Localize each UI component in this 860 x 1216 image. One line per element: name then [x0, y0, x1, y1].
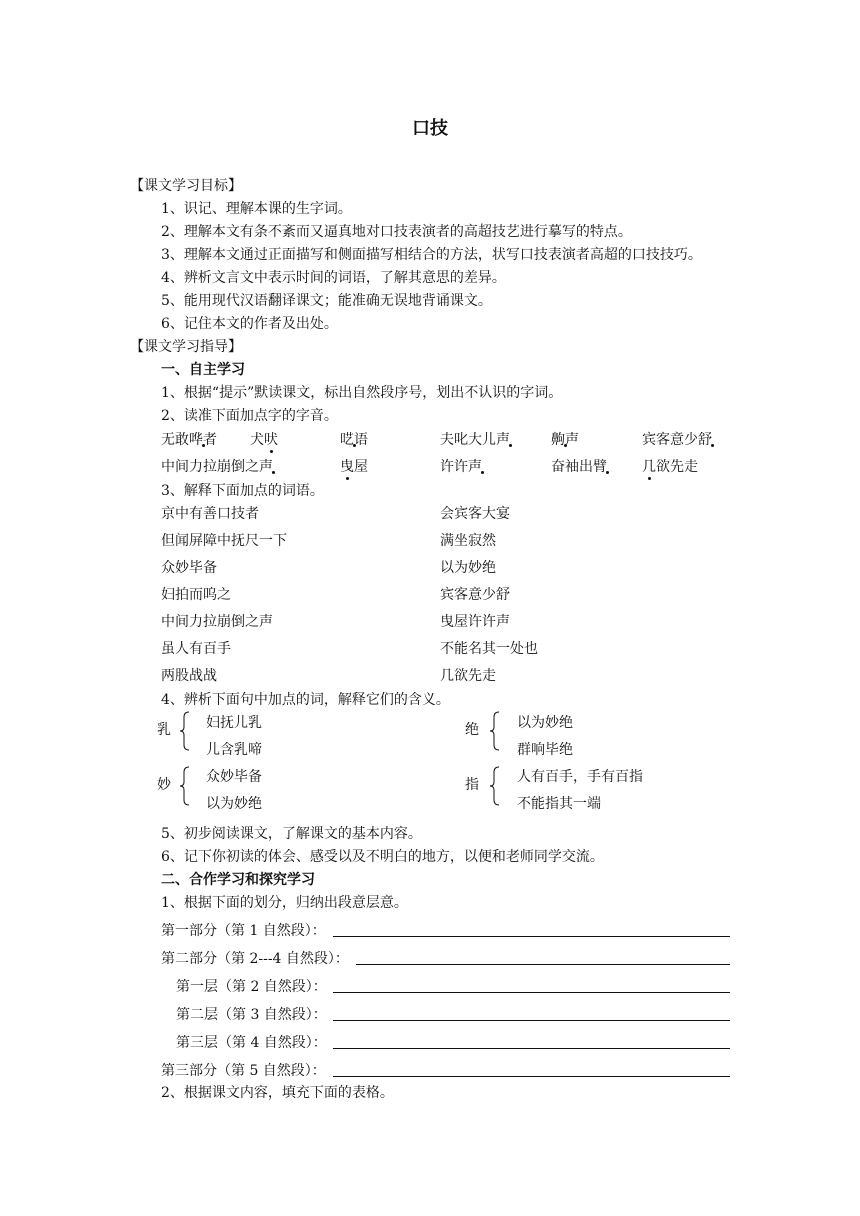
group-char: 乳: [157, 722, 171, 738]
goal-item: 6、记住本文的作者及出处。: [161, 316, 338, 332]
group-item: 群响毕绝: [517, 742, 573, 758]
group-char: 妙: [157, 777, 171, 793]
pron-word: 曳屋: [340, 459, 368, 475]
group-item: 以为妙绝: [517, 715, 573, 731]
instruction-text: 6、记下你初读的体会、感受以及不明白的地方，以便和老师同学交流。: [161, 849, 604, 865]
guide-header: 【课文学习指导】: [130, 339, 242, 355]
goal-item: 1、识记、理解本课的生字词。: [161, 201, 352, 217]
explain-word: 几欲先走: [440, 668, 496, 684]
pron-word: 无敢哗者: [161, 432, 217, 448]
explain-word: 满坐寂然: [440, 533, 496, 549]
group-item: 不能指其一端: [517, 796, 601, 812]
explain-word: 众妙毕备: [161, 560, 217, 576]
group-item: 儿含乳啼: [206, 742, 262, 758]
instruction-text: 4、辨析下面句中加点的词，解释它们的含义。: [161, 692, 450, 708]
pron-word: 夫叱大儿声: [440, 432, 510, 448]
brace-icon: [490, 766, 500, 806]
goal-item: 4、辨析文言文中表示时间的词语，了解其意思的差异。: [161, 270, 506, 286]
instruction-text: 2、根据课文内容，填充下面的表格。: [161, 1085, 394, 1101]
group-item: 人有百手，手有百指: [517, 769, 643, 785]
brace-icon: [180, 711, 190, 751]
explain-word: 京中有善口技者: [161, 506, 259, 522]
group-item: 众妙毕备: [206, 769, 262, 785]
pron-word: 犬吠: [250, 432, 278, 448]
pron-word: 奋袖出臂: [551, 459, 607, 475]
brace-icon: [180, 766, 190, 806]
pron-word: 许许声: [440, 459, 482, 475]
pron-word: 几欲先走: [642, 459, 698, 475]
goal-item: 3、理解本文通过正面描写和侧面描写相结合的方法，状写口技表演者高超的口技技巧。: [161, 247, 702, 263]
instruction-text: 3、解释下面加点的词语。: [161, 483, 324, 499]
pron-word: 齁声: [551, 432, 579, 448]
pron-word: 呓语: [340, 432, 368, 448]
explain-word: 中间力拉崩倒之声: [161, 614, 273, 630]
part-label: 第二部分（第 2---4 自然段）：: [161, 951, 349, 967]
explain-word: 曳屋许许声: [440, 614, 510, 630]
group-item: 妇抚儿乳: [206, 715, 262, 731]
page-title: 口技: [412, 118, 448, 139]
goals-header: 【课文学习目标】: [130, 178, 242, 194]
pron-word: 宾客意少舒: [642, 432, 712, 448]
group-char: 指: [465, 777, 479, 793]
part-label: 第二层（第 3 自然段）：: [176, 1007, 327, 1023]
instruction-text: 2、读准下面加点字的字音。: [161, 408, 338, 424]
explain-word: 不能名其一处也: [440, 641, 538, 657]
explain-word: 会宾客大宴: [440, 506, 510, 522]
part-label: 第一部分（第 1 自然段）：: [161, 923, 326, 939]
answer-line[interactable]: [333, 1076, 730, 1077]
section-heading: 一、自主学习: [161, 362, 245, 378]
group-item: 以为妙绝: [206, 796, 262, 812]
explain-word: 妇拍而呜之: [161, 587, 231, 603]
brace-icon: [490, 711, 500, 751]
answer-line[interactable]: [333, 936, 730, 937]
instruction-text: 1、根据下面的划分，归纳出段意层意。: [161, 895, 408, 911]
part-label: 第三层（第 4 自然段）：: [176, 1035, 327, 1051]
instruction-text: 5、初步阅读课文，了解课文的基本内容。: [161, 826, 422, 842]
pron-word: 中间力拉崩倒之声: [161, 459, 273, 475]
explain-word: 但闻屏障中抚尺一下: [161, 533, 287, 549]
instruction-text: 1、根据“提示”默读课文，标出自然段序号，划出不认识的字词。: [161, 385, 563, 401]
goal-item: 2、理解本文有条不紊而又逼真地对口技表演者的高超技艺进行摹写的特点。: [161, 224, 632, 240]
answer-line[interactable]: [356, 964, 730, 965]
explain-word: 以为妙绝: [440, 560, 496, 576]
answer-line[interactable]: [333, 1020, 730, 1021]
answer-line[interactable]: [333, 1048, 730, 1049]
part-label: 第一层（第 2 自然段）：: [176, 979, 327, 995]
part-label: 第三部分（第 5 自然段）：: [161, 1063, 326, 1079]
group-char: 绝: [465, 722, 479, 738]
answer-line[interactable]: [333, 992, 730, 993]
explain-word: 两股战战: [161, 668, 217, 684]
section-heading: 二、合作学习和探究学习: [161, 872, 315, 888]
goal-item: 5、能用现代汉语翻译课文；能准确无误地背诵课文。: [161, 293, 492, 309]
explain-word: 虽人有百手: [161, 641, 231, 657]
explain-word: 宾客意少舒: [440, 587, 510, 603]
